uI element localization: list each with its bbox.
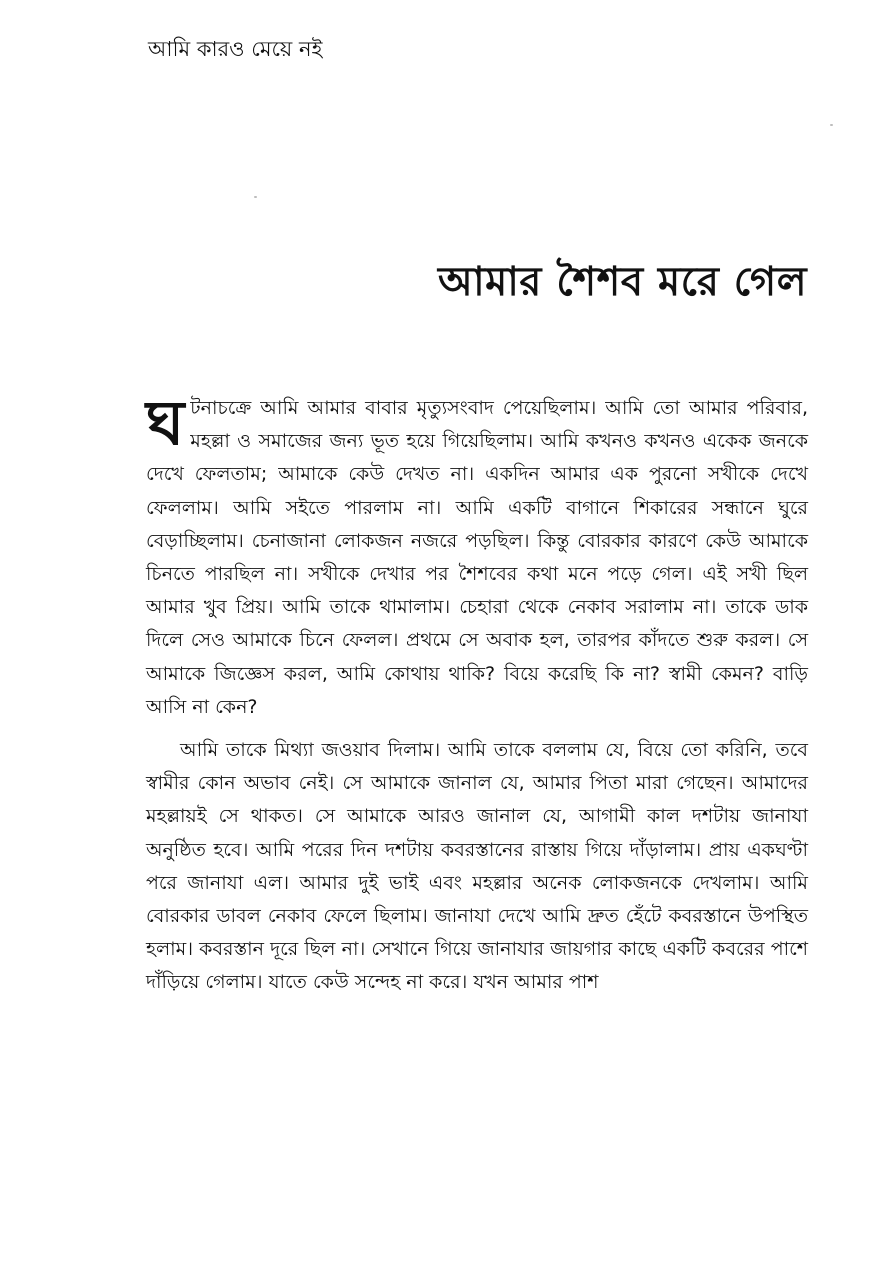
running-head: আমি কারও মেয়ে নই [148, 37, 323, 61]
drop-cap: ঘ [146, 386, 185, 459]
scan-speck [830, 124, 833, 126]
scan-speck [254, 196, 257, 198]
chapter-title: আমার শৈশব মরে গেল [437, 259, 807, 305]
paragraph-2: আমি তাকে মিথ্যা জওয়াব দিলাম। আমি তাকে বললাম যে, বিয়ে তো করিনি, তবে স্বামীর কোন অভাব নেই। সে আমাকে জানাল যে, আমার পিতা মারা গেছেন। আমাদের মহল্লায়ই সে থাকত। সে আমাকে আরও জানাল যে, আগামী কাল দশটায় জানাযা অনুষ্ঠিত হবে। আমি পরের দিন দশটায় কবরস্তানের রাস্তায় গিয়ে দাঁড়ালাম। প্রায় একঘণ্টা পরে জানাযা এল। আমার দুই ভাই এবং মহল্লার অনেক লোকজনকে দেখলাম। আমি বোরকার ডাবল নেকাব ফেলে ছিলাম। জানাযা দেখে আমি দ্রুত হেঁটে কবরস্তানে উপস্থিত হলাম। কবরস্তান দূরে ছিল না। সেখানে গিয়ে জানাযার জায়গার কাছে একটি কবরের পাশে দাঁড়িয়ে গেলাম। যাতে কেউ সন্দেহ না করে। যখন আমার পাশ [146, 739, 808, 994]
paragraph-1 [146, 386, 808, 724]
body-text [146, 386, 808, 1000]
paragraph-1-text: টনাচক্রে আমি আমার বাবার মৃত্যুসংবাদ পেয়েছিলাম। আমি তো আমার পরিবার, মহল্লা ও সমাজের জন্য ভূত হয়ে গিয়েছিলাম। আমি কখনও কখনও একেক জনকে দেখে ফেলতাম; আমাকে কেউ দেখত না। একদিন আমার এক পুরনো সখীকে দেখে ফেললাম। আমি সইতে পারলাম না। আমি একটি বাগানে শিকারের সন্ধানে ঘুরে বেড়াচ্ছিলাম। চেনাজানা লোকজন নজরে পড়ছিল। কিন্তু বোরকার কারণে কেউ আমাকে চিনতে পারছিল না। সখীকে দেখার পর শৈশবের কথা মনে পড়ে গেল। এই সখী ছিল আমার খুব প্রিয়। আমি তাকে থামালাম। চেহারা থেকে নেকাব সরালাম না। তাকে ডাক দিলে সেও আমাকে চিনে ফেলল। প্রথমে সে অবাক হল, তারপর কাঁদতে শুরু করল। সে আমাকে জিজ্ঞেস করল, আমি কোথায় থাকি? বিয়ে করেছি কি না? স্বামী কেমন? বাড়ি আসি না কেন? [146, 397, 808, 718]
